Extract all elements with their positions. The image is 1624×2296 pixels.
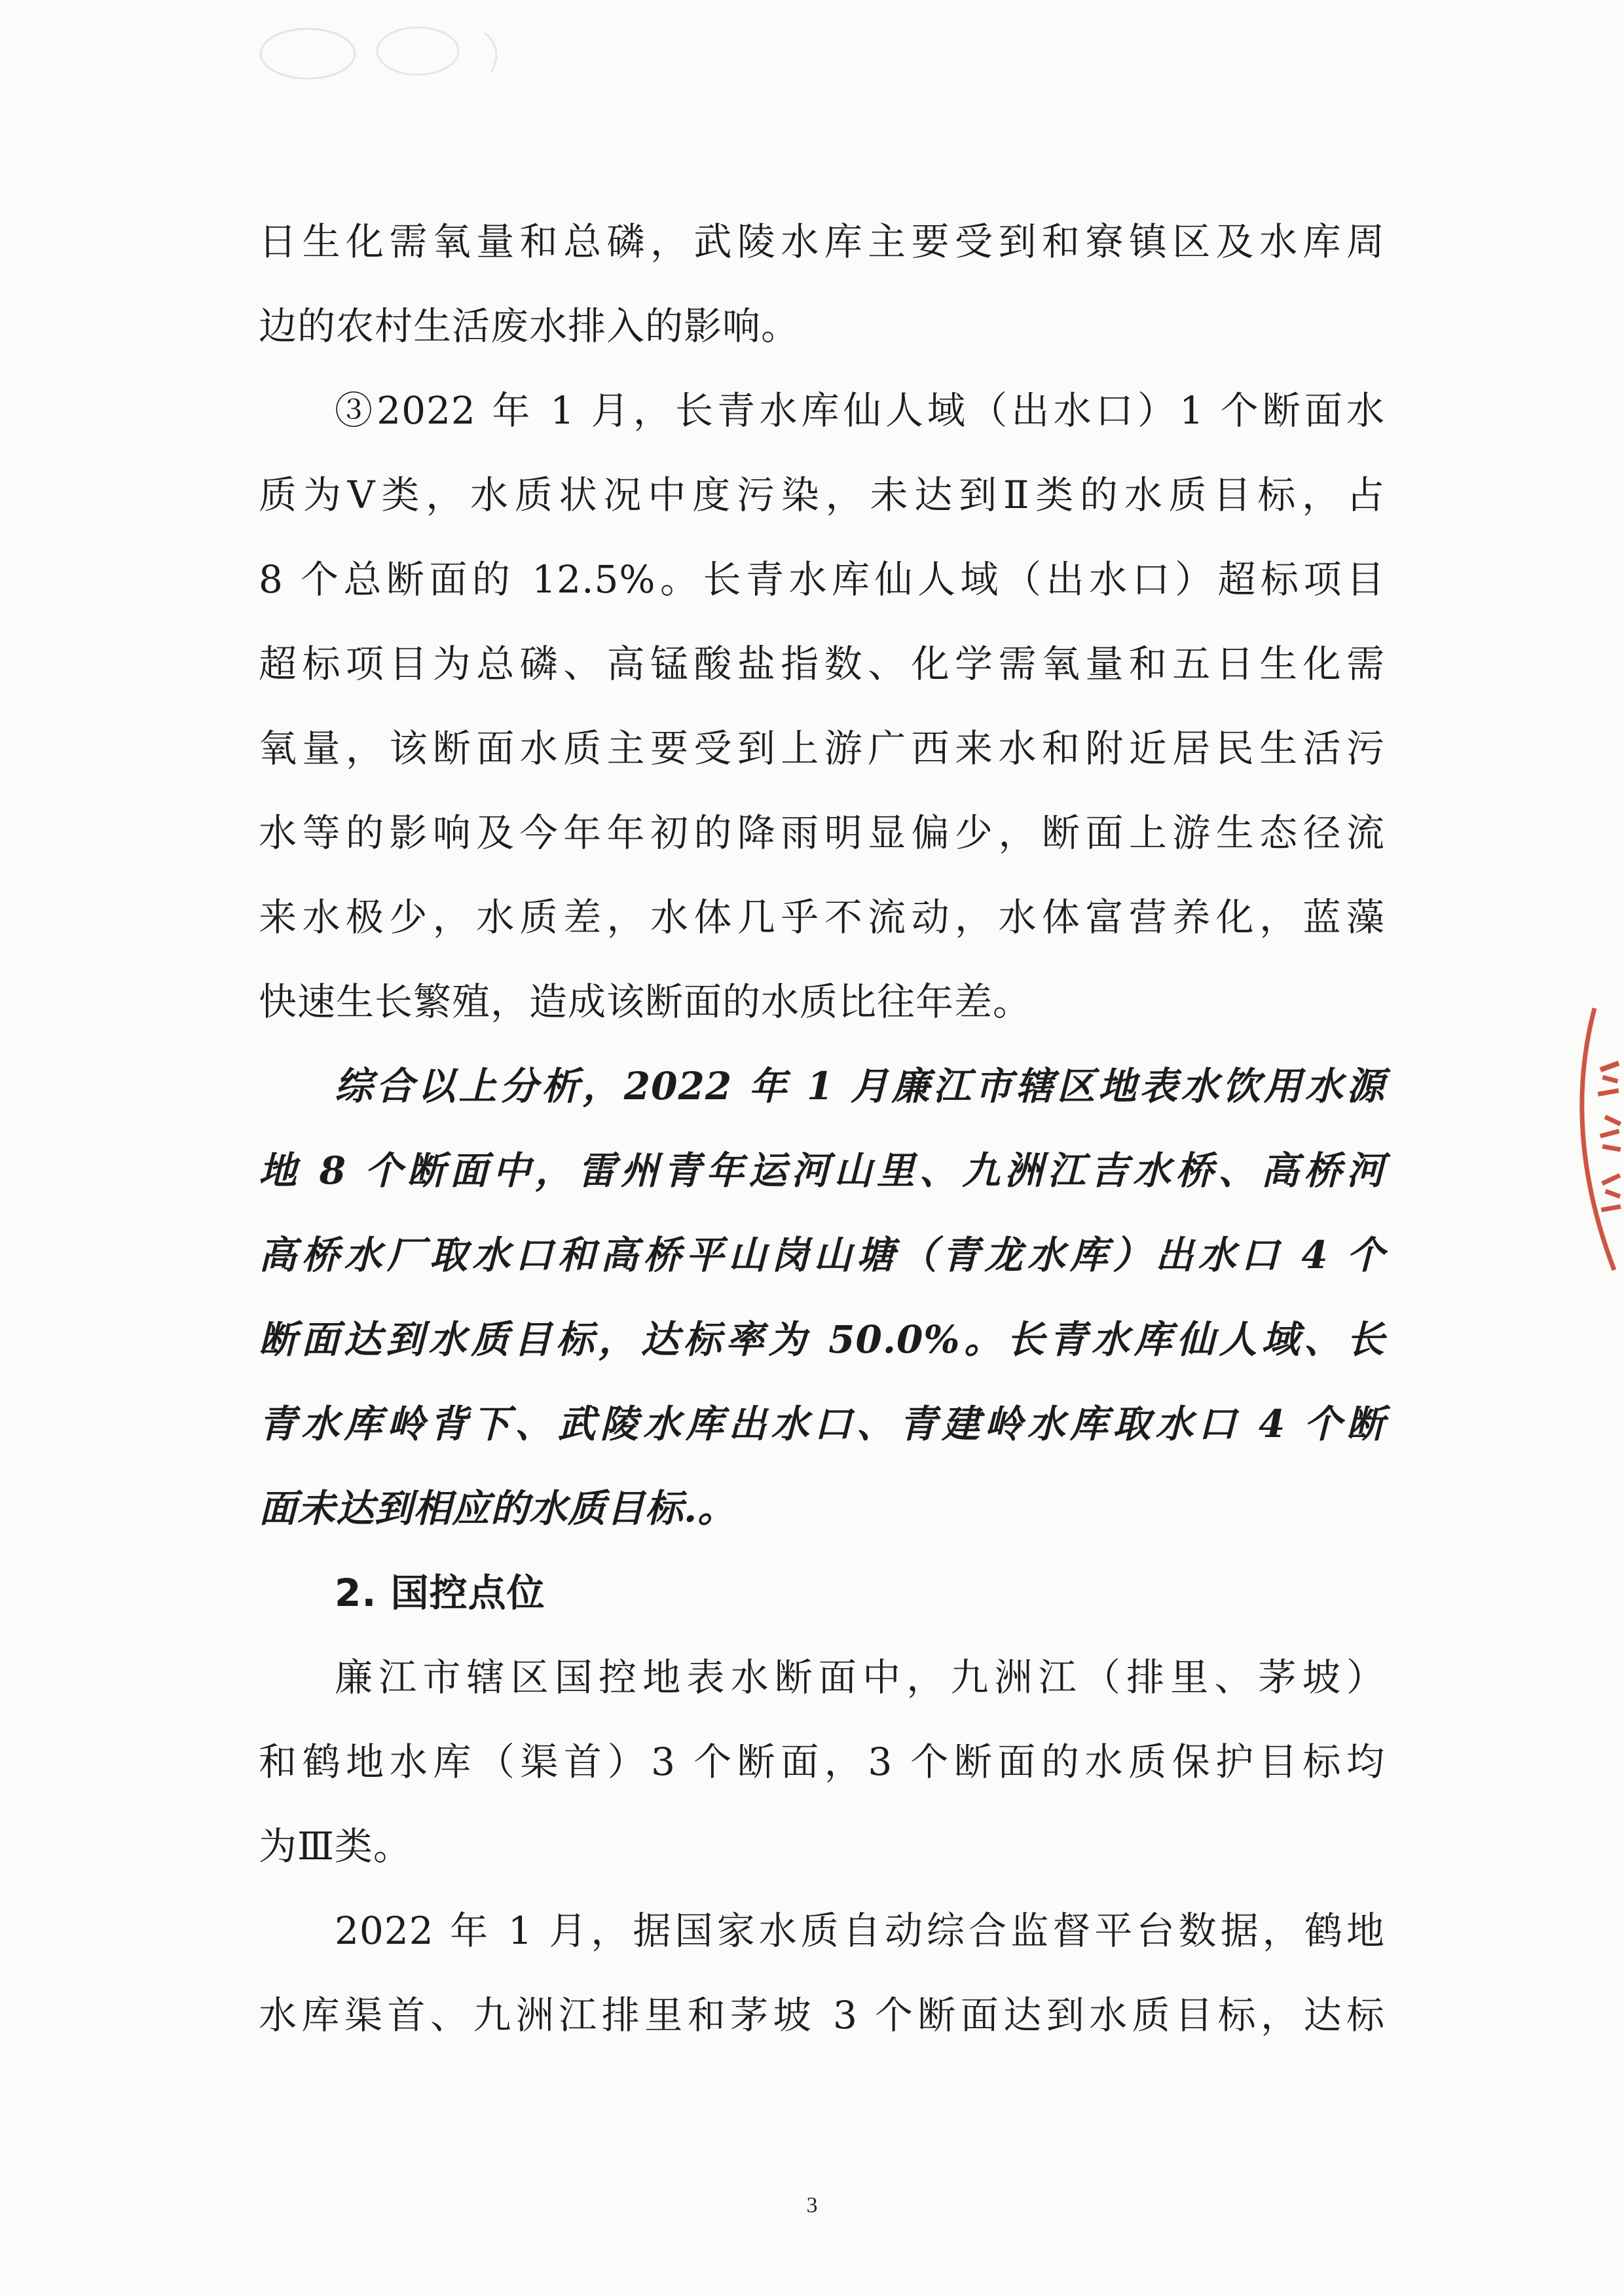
text-line: 氧量，该断面水质主要受到上游广西来水和附近居民生活污 (259, 726, 1385, 771)
text-line: 日生化需氧量和总磷，武陵水库主要受到和寮镇区及水库周 (259, 219, 1385, 264)
summary-line: 青水库岭背下、武陵水库出水口、青建岭水库取水口 4 个断 (259, 1402, 1385, 1446)
summary-line: 高桥水厂取水口和高桥平山岗山塘（青龙水库）出水口 4 个 (259, 1233, 1385, 1277)
text-line: 廉江市辖区国控地表水断面中，九洲江（排里、茅坡） (335, 1655, 1385, 1700)
summary-line: 面未达到相应的水质目标.。 (259, 1486, 737, 1531)
text-line: 超标项目为总磷、高锰酸盐指数、化学需氧量和五日生化需 (259, 642, 1385, 686)
document-body (259, 200, 1385, 2058)
faint-stamp-impression (249, 13, 524, 85)
summary-line: 综合以上分析，2022 年 1 月廉江市辖区地表水饮用水源 (335, 1064, 1385, 1108)
page-number: 3 (806, 2193, 818, 2217)
text-line: 边的农村生活废水排入的影响。 (259, 304, 800, 348)
text-line: ③2022 年 1 月，长青水库仙人域（出水口）1 个断面水 (335, 388, 1385, 433)
text-line: 8 个总断面的 12.5%。长青水库仙人域（出水口）超标项目 (259, 557, 1385, 602)
section-heading: 2. 国控点位 (335, 1571, 545, 1615)
red-seal-fragment (1568, 1002, 1624, 1277)
summary-line: 断面达到水质目标，达标率为 50.0%。长青水库仙人域、长 (259, 1317, 1385, 1362)
text-line: 为Ⅲ类。 (259, 1824, 412, 1868)
text-line: 和鹤地水库（渠首）3 个断面，3 个断面的水质保护目标均 (259, 1740, 1385, 1784)
text-line: 质为Ⅴ类，水质状况中度污染，未达到Ⅱ类的水质目标，占 (259, 473, 1385, 517)
text-line: 2022 年 1 月，据国家水质自动综合监督平台数据，鹤地 (335, 1908, 1385, 1953)
summary-line: 地 8 个断面中，雷州青年运河山里、九洲江吉水桥、高桥河 (259, 1148, 1385, 1193)
text-line: 水等的影响及今年年初的降雨明显偏少，断面上游生态径流 (259, 811, 1385, 855)
text-line: 来水极少，水质差，水体几乎不流动，水体富营养化，蓝藻 (259, 895, 1385, 939)
text-line: 水库渠首、九洲江排里和茅坡 3 个断面达到水质目标，达标 (259, 1993, 1385, 2037)
text-line: 快速生长繁殖，造成该断面的水质比往年差。 (259, 979, 1032, 1024)
